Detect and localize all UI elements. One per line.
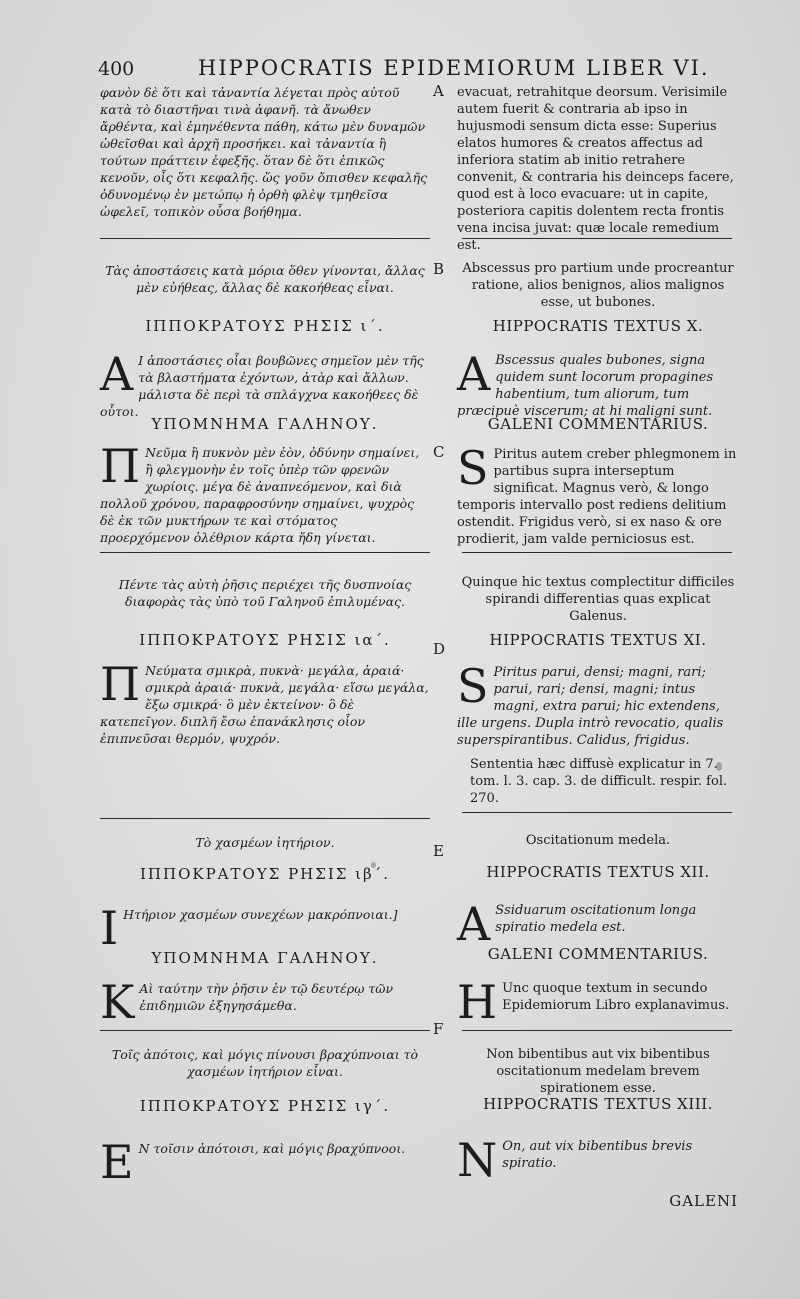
latin-commentary-heading-10: GALENI COMMENTARIUS.	[487, 415, 709, 433]
drop-initial: N	[457, 1133, 498, 1187]
greek-heading-10: ΙΠΠΟΚΡΑΤΟΥΣ ΡΗΣΙΣ ι΄.	[145, 317, 385, 335]
greek-text-10	[100, 347, 430, 420]
greek-text-13	[100, 1135, 430, 1189]
latin-commentary-heading-12: GALENI COMMENTARIUS.	[487, 945, 709, 963]
divider	[462, 238, 732, 239]
greek-text-13-body: Ν τοῖσιν ἀπότοισι, καὶ μόγις βραχύπνοοι.	[138, 1141, 406, 1156]
greek-commentary-10-body: Νεῦμα ἢ πυκνὸν μὲν ἐὸν, ὀδύνην σημαίνει, ἢ φλεγμονὴν ἐν τοῖς ὑπὲρ τῶν φρενῶν χωρίοις. μέγα δὲ ἀναπνεόμενον, καὶ διὰ πολλοῦ χρόνου, παραφροσύνην σημαίνει, ψυχρὸς δὲ ἐκ τῶν μυκτήρων τε καὶ στόματος προερχόμενον ὀλέθριον κάρτα ἤδη γίνεται.	[100, 445, 420, 545]
greek-text-12-body: Ητήριον χασμέων συνεχέων μακρόπνοιαι.]	[123, 907, 398, 922]
divider	[462, 552, 732, 553]
drop-initial: S	[457, 659, 489, 713]
margin-letter-d: D	[433, 640, 446, 658]
greek-commentary-heading-12: ΥΠΟΜΝΗΜΑ ΓΑΛΗΝΟΥ.	[151, 949, 379, 967]
drop-initial: Κ	[100, 975, 135, 1029]
latin-commentary-10	[457, 441, 739, 548]
greek-text-10-body: Ι ἀποστάσιες οἷαι βουβῶνες σημεῖον μὲν τῆς τὰ βλαστήματα ἐχόντων, ἀτὰρ καὶ ἄλλων. μάλιστα δὲ περὶ τὰ σπλάγχνα κακοήθεες δὲ οὗτοι.	[100, 353, 424, 419]
greek-heading-11: ΙΠΠΟΚΡΑΤΟΥΣ ΡΗΣΙΣ ια΄.	[139, 631, 391, 649]
latin-text-10	[457, 347, 739, 420]
latin-text-12	[457, 897, 739, 951]
latin-text-11	[457, 659, 739, 749]
latin-text-12-body: Ssiduarum oscitationum longa spiratio medela est.	[495, 903, 697, 935]
greek-summary-10: Τὰς ἀποστάσεις κατὰ μόρια ὅθεν γίνονται, ἄλλας μὲν εὐήθεας, ἄλλας δὲ κακοήθεας εἶναι.	[105, 263, 425, 295]
drop-initial: H	[457, 975, 498, 1029]
latin-summary-11: Quinque hic textus complectitur difficiles spirandi differentias quas explicat Galenus.	[461, 575, 735, 624]
latin-text-11-body: Piritus parui, densi; magni, rari; parui, rari; densi, magni; intus magni, extra parui; hic extendens, ille urgens. Dupla intrò revocatio, qualis superspirantibus. Calidus, frigidus.	[457, 665, 724, 748]
divider	[100, 238, 430, 239]
latin-heading-13: HIPPOCRATIS TEXTUS XIII.	[483, 1095, 713, 1113]
greek-commentary-12-body: Αὶ ταύτην τὴν ῥῆσιν ἐν τῷ δευτέρῳ τῶν ἐπιδημιῶν ἐξηγησάμεθα.	[139, 981, 394, 1013]
drop-initial: Ε	[100, 1135, 134, 1189]
latin-intro: evacuat, retrahitque deorsum. Verisimile autem fuerit & contraria ab ipso in hujusmodi sensum dicta esse: Superius elatos humores & creatos affectus ad inferiora statim ab initio retrahere convenit, & contraria his deinceps facere, quod est à loco evacuare: ut in capite, posteriora capitis dolentem recta frontis vena incisa juvat: quæ locale remedium est.	[457, 85, 734, 253]
greek-intro: φανὸν δὲ ὅτι καὶ τἀναντία λέγεται πρὸς αὐτοῦ κατὰ τὸ διαστῆναι τινὰ ἀφανῆ. τὰ ἄνωθεν ἄρθέντα, καὶ ἐμηνέθεντα πάθη, κάτω μὲν δυναμῶν ὠθεῖσθαι καὶ ἀρχῆ προσήκει. καὶ τἀναντία ἢ τούτων πράττειν ἐφεξῆς. ὅταν δὲ ὅτι ἐπικῶς κενοῦν, οἷς ὅτι κεφαλῆς. ὥς γοῦν ὄπισθεν κεφαλῆς ὀδυνομένῳ ἐν μετώπῳ ἡ ὀρθὴ φλὲψ τμηθεῖσα ὠφελεῖ, τοπικὸν οὖσα βοήθημα.	[100, 85, 428, 219]
latin-summary-13: Non bibentibus aut vix bibentibus oscitationum medelam brevem spirationem esse.	[486, 1047, 710, 1096]
margin-letter-b: B	[433, 260, 445, 278]
ink-spot	[371, 862, 376, 868]
latin-heading-10: HIPPOCRATIS TEXTUS X.	[492, 317, 704, 335]
divider	[462, 1030, 732, 1031]
latin-heading-11: HIPPOCRATIS TEXTUS XI.	[489, 631, 707, 649]
drop-initial: Π	[100, 439, 141, 493]
drop-initial: A	[457, 897, 491, 951]
greek-summary-11: Πέντε τὰς αὐτὴ ῥῆσις περιέχει τῆς δυσπνοίας διαφορὰς τὰς ὑπὸ τοῦ Γαληνοῦ ἐπιλυμένας.	[118, 577, 412, 609]
latin-text-13-body: On, aut vix bibentibus brevis spiratio.	[502, 1139, 693, 1171]
page-header	[98, 52, 740, 82]
divider	[100, 818, 430, 819]
divider	[100, 552, 430, 553]
margin-letter-a: A	[433, 82, 444, 100]
drop-initial: A	[457, 347, 491, 401]
greek-heading-12: ΙΠΠΟΚΡΑΤΟΥΣ ΡΗΣΙΣ ιβ΄.	[140, 865, 390, 883]
drop-initial: A	[100, 347, 134, 401]
latin-summary-12: Oscitationum medela.	[525, 833, 671, 848]
greek-summary-12: Τὸ χασμέων ἰητήριον.	[195, 835, 335, 850]
latin-note-11: Sententia hæc diffusè explicatur in 7. tom. l. 3. cap. 3. de difficult. respir. fol. 270.	[470, 757, 728, 806]
ink-spot	[716, 762, 722, 771]
margin-letter-f: F	[433, 1020, 444, 1038]
running-title: HIPPOCRATIS EPIDEMIORUM LIBER VI.	[198, 56, 710, 80]
latin-summary-10: Abscessus pro partium unde procreantur ratione, alios benignos, alios malignos esse, ut bubones.	[462, 261, 734, 310]
latin-commentary-12	[457, 975, 739, 1029]
divider	[100, 1030, 430, 1031]
greek-commentary-12	[100, 975, 430, 1029]
greek-commentary-10	[100, 439, 430, 546]
latin-commentary-12-body: Unc quoque textum in secundo Epidemiorum Libro explanavimus.	[502, 981, 730, 1013]
greek-commentary-heading-10: ΥΠΟΜΝΗΜΑ ΓΑΛΗΝΟΥ.	[151, 415, 379, 433]
latin-heading-12: HIPPOCRATIS TEXTUS XII.	[486, 863, 710, 881]
drop-initial: Π	[100, 657, 141, 711]
latin-commentary-10-body: Piritus autem creber phlegmonem in partibus supra interseptum significat. Magnus verò, & longo temporis intervallo post rediens delitium ostendit. Frigidus verò, si ex naso & ore prodierit, jam valde perniciosus est.	[457, 447, 737, 547]
drop-initial: Ι	[100, 901, 119, 955]
greek-text-11	[100, 657, 430, 747]
page-number: 400	[98, 58, 135, 80]
greek-heading-13: ΙΠΠΟΚΡΑΤΟΥΣ ΡΗΣΙΣ ιγ΄.	[139, 1097, 391, 1115]
margin-letter-c: C	[433, 443, 445, 461]
drop-initial: S	[457, 441, 489, 495]
latin-text-10-body: Bscessus quales bubones, signa quidem sunt locorum propagines habentium, tum aliorum, tum præcipuè viscerum; at hi maligni sunt.	[457, 353, 714, 419]
divider	[462, 812, 732, 813]
catchword: GALENI	[669, 1192, 738, 1210]
margin-letter-e: E	[433, 842, 444, 860]
greek-text-11-body: Νεύματα σμικρὰ, πυκνὰ· μεγάλα, ἀραιά· σμικρὰ ἀραιά· πυκνὰ, μεγάλα· εἴσω μεγάλα, ἔξω σμικρά· ὃ μὲν ἐκτείνον· ὃ δὲ κατεπεῖγον. διπλῆ ἔσω ἐπανάκλησις οἷον ἐπιπνεῦσαι θερμόν, ψυχρόν.	[100, 663, 429, 746]
greek-text-12	[100, 901, 430, 955]
greek-summary-13: Τοῖς ἀπότοις, καὶ μόγις πίνουσι βραχύπνοιαι τὸ χασμέων ἰητήριον εἶναι.	[111, 1047, 419, 1079]
latin-text-13	[457, 1133, 739, 1187]
